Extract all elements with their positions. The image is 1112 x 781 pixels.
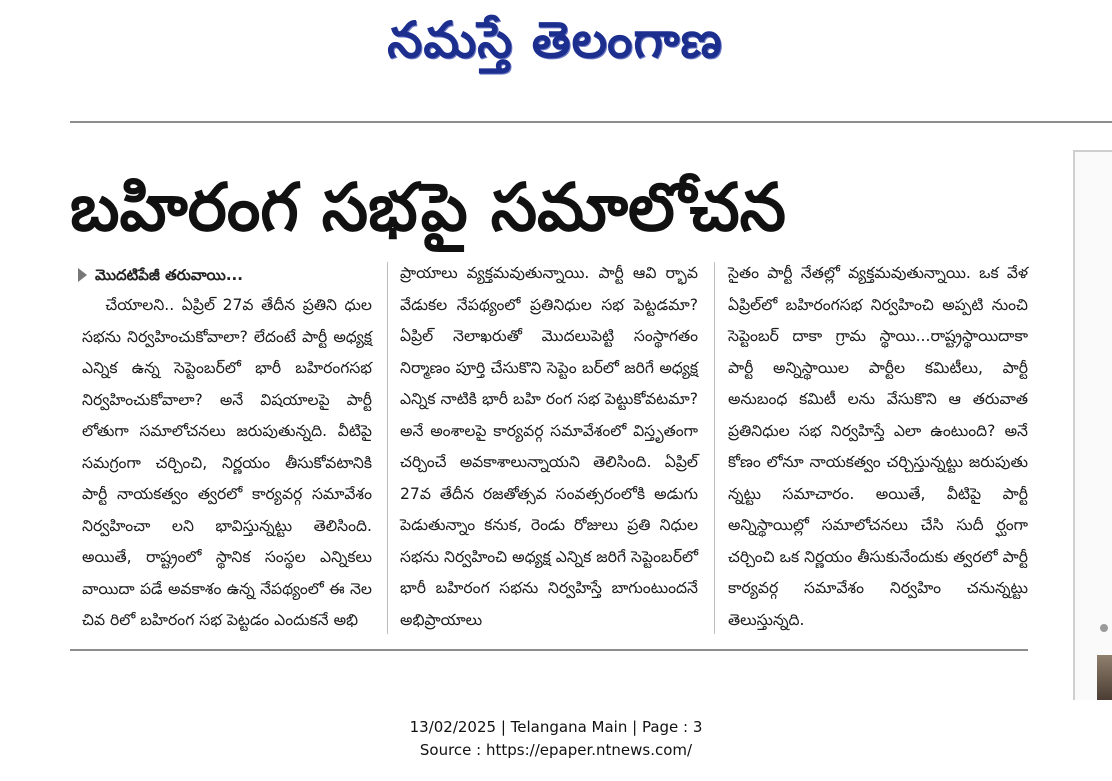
column-text: సైతం పార్టీ నేతల్లో వ్యక్తమవుతున్నాయి. ఒక వేళ ఏప్రిల్‌లో బహిరంగసభ నిర్వహించి అప్పటి నుంచి సెప్టెంబర్ దాకా గ్రామ స్థాయి...రాష్ట్రస్థాయిదాకా పార్టీ అన్నిస్థాయిల పార్టీల కమిటీలు, పార్టీ అనుబంధ కమిటీ లను వేసుకొని ఆ తరువాత ప్రతినిధుల సభ నిర్వహిస్తే ఎలా ఉంటుంది? అనే కోణం లోనూ నాయకత్వం చర్చిస్తున్నట్టు జరుపుతు న్నట్టు సమాచారం. అయితే, వీటిపై పార్టీ అన్నిస్థాయిల్లో సమాలోచనలు చేసి సుదీ ర్ఘంగా చర్చించి ఒక నిర్ణయం తీసుకునేందుకు త్వరలో పార్టీ కార్యవర్గ సమావేశం నిర్వహిం చనున్నట్టు తెలుస్తున్నది. bbox=[728, 264, 1028, 629]
adjacent-photo-edge bbox=[1097, 655, 1112, 700]
article-column-2 bbox=[400, 258, 698, 636]
chevron-right-icon bbox=[78, 268, 87, 282]
article-column-1 bbox=[82, 290, 372, 637]
newspaper-masthead-logo: నమస్తే తెలంగాణ bbox=[387, 11, 723, 69]
article-bottom-divider bbox=[70, 649, 1028, 651]
column-text: చేయాలని.. ఏప్రిల్ 27వ తేదీన ప్రతిని ధుల సభను నిర్వహించుకోవాలా? లేదంటే పార్టీ అధ్యక్ష ఎన్నిక ఉన్న సెప్టెంబర్‌లో భారీ బహిరంగసభ నిర్వహించుకోవాలా? అనే విషయాలపై పార్టీ లోతుగా సమాలోచనలు జరుపుతున్నది. వీటిపై సమగ్రంగా చర్చించి, నిర్ణయం తీసుకోవటానికి పార్టీ నాయకత్వం త్వరలో కార్యవర్గ సమావేశం నిర్వహించా లని భావిస్తున్నట్టు తెలిసింది. అయితే, రాష్ట్రంలో స్థానిక సంస్థల ఎన్నికలు వాయిదా పడే అవకాశం ఉన్న నేపథ్యంలో ఈ నెల చివ రిలో బహిరంగ సభ పెట్టడం ఎందుకనే అభి bbox=[82, 296, 372, 629]
adjacent-article-edge bbox=[1073, 150, 1112, 702]
footer-date-page: 13/02/2025 | Telangana Main | Page : 3 bbox=[409, 718, 703, 736]
next-article-headline-cropped bbox=[120, 676, 640, 700]
footer-source: Source : https://epaper.ntnews.com/ bbox=[419, 741, 693, 759]
continued-from-label bbox=[78, 264, 243, 286]
next-article-text-cropped bbox=[728, 685, 1028, 700]
continued-text: మొదటిపేజీ తరువాయి... bbox=[95, 266, 243, 284]
column-divider bbox=[387, 262, 388, 634]
article-column-3 bbox=[728, 258, 1028, 636]
article-headline: బహిరంగ సభపై సమాలోచన bbox=[70, 169, 786, 246]
column-divider bbox=[714, 262, 715, 634]
header-divider bbox=[70, 121, 1112, 123]
column-text: ప్రాయాలు వ్యక్తమవుతున్నాయి. పార్టీ ఆవి ర్భావ వేడుకల నేపథ్యంలో ప్రతినిధుల సభ పెట్టడమా? ఏప్రిల్ నెలాఖరుతో మొదలుపెట్టి సంస్థాగతం నిర్మాణం పూర్తి చేసుకొని సెప్టెం బర్‌లో జరిగే అధ్యక్ష ఎన్నిక నాటికి భారీ బహి రంగ సభ పెట్టుకోవటమా? అనే అంశాలపై కార్యవర్గ సమావేశంలో విస్తృతంగా చర్చించే అవకాశాలున్నాయని తెలిసింది. ఏప్రిల్ 27వ తేదీన రజతోత్సవ సంవత్సరంలోకి అడుగు పెడుతున్నాం కనుక, రెండు రోజులు ప్రతి నిధుల సభను నిర్వహించి అధ్యక్ష ఎన్నిక జరిగే సెప్టెంబర్‌లో భారీ బహిరంగ సభను నిర్వహిస్తే బాగుంటుందనే అభిప్రాయాలు bbox=[400, 264, 698, 629]
bullet-icon bbox=[1100, 624, 1108, 632]
